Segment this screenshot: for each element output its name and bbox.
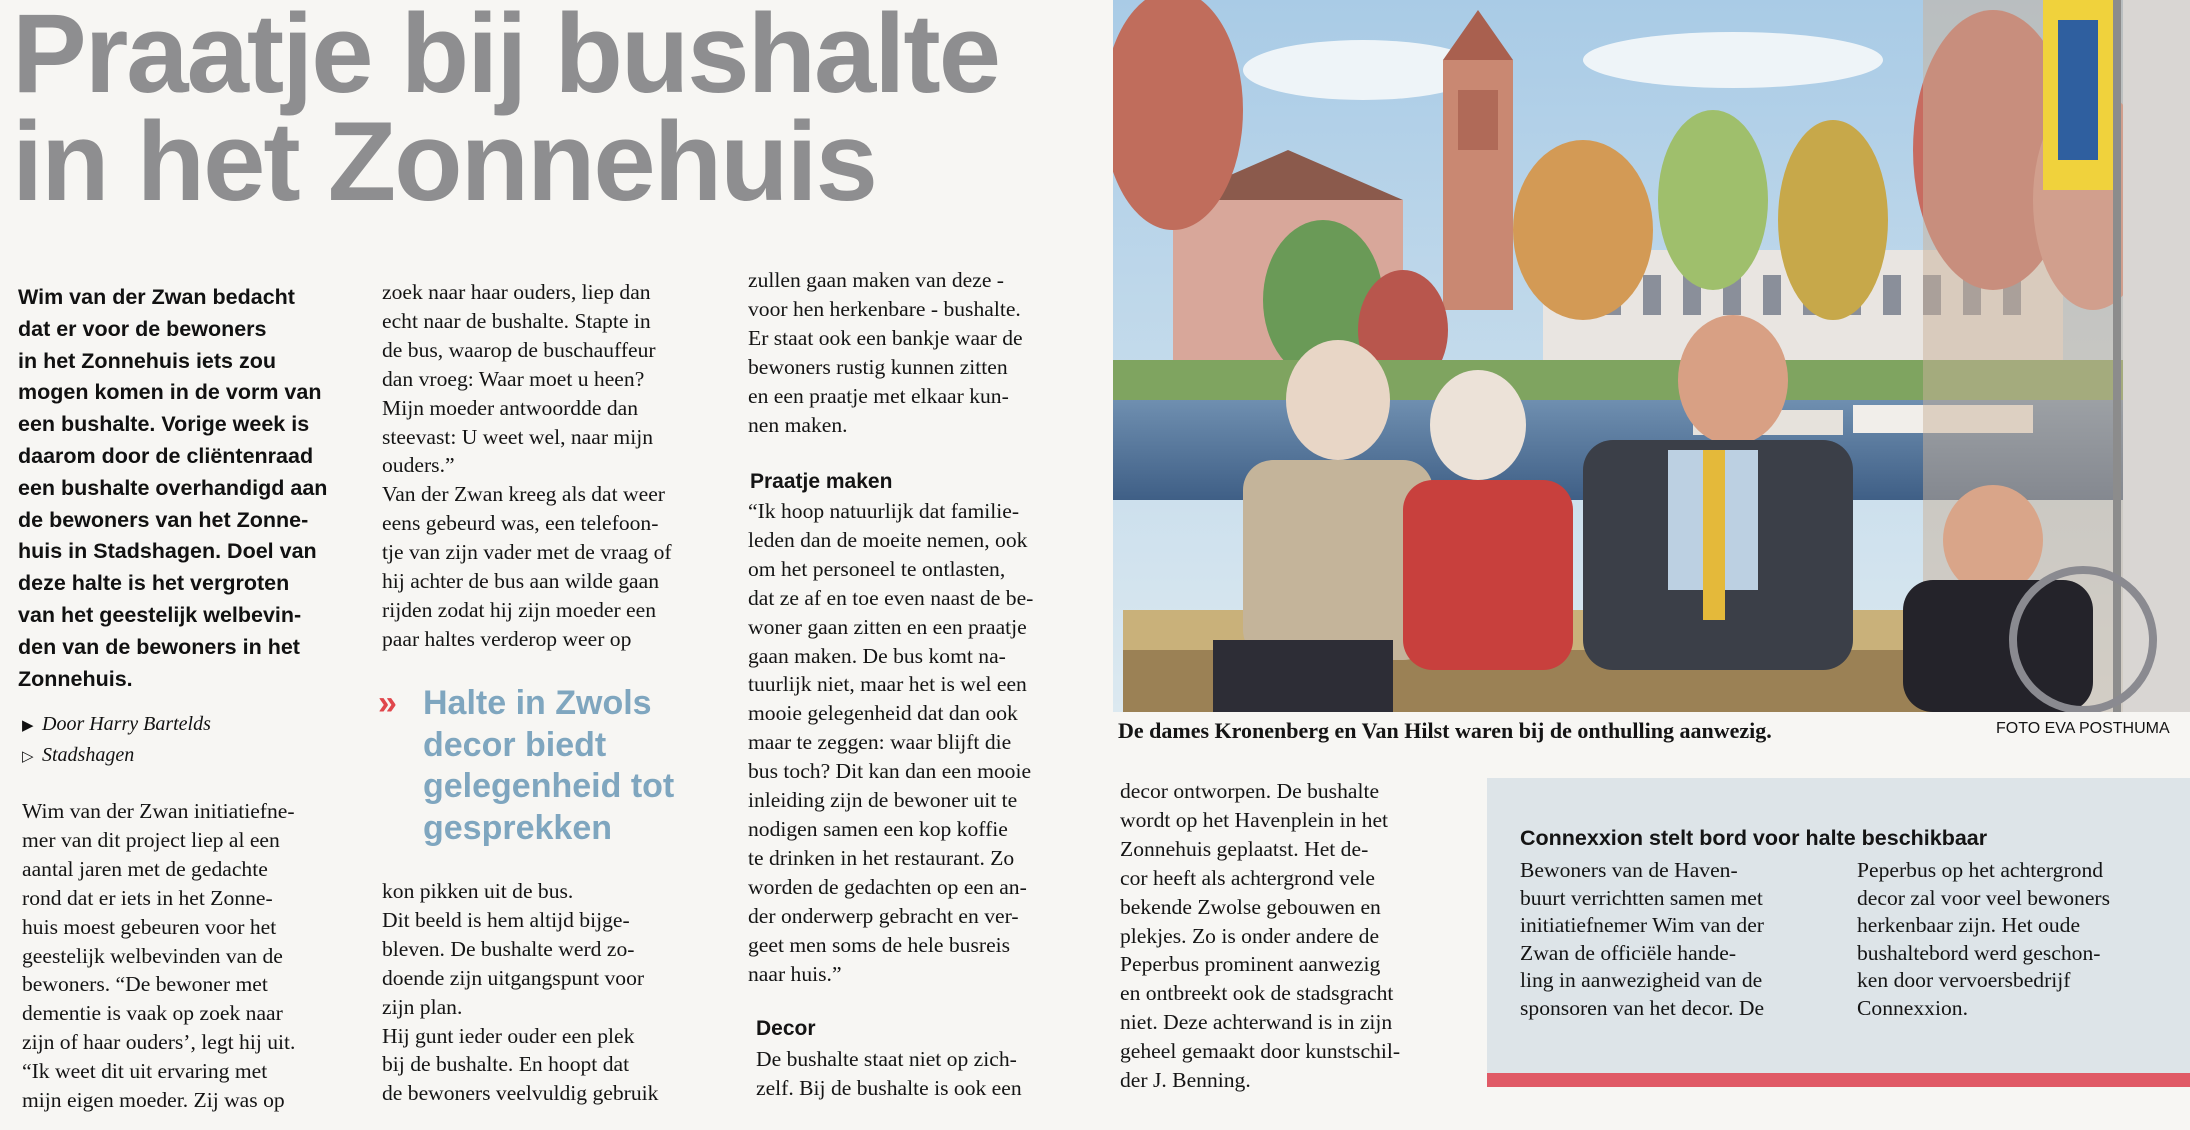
pull-quote-line: decor biedt bbox=[423, 725, 607, 764]
lead-line: den van de bewoners in het bbox=[18, 634, 300, 659]
text-line: eens gebeurd was, een telefoon- bbox=[382, 511, 659, 536]
lead-line: in het Zonnehuis iets zou bbox=[18, 348, 276, 373]
lead-line: daarom door de cliëntenraad bbox=[18, 443, 314, 468]
text-line: de bewoners veelvuldig gebruik bbox=[382, 1081, 659, 1106]
pull-quote-line: gesprekken bbox=[423, 808, 612, 847]
text-line: voor hen herkenbare - bushalte. bbox=[748, 296, 1021, 321]
text-line: kon pikken uit de bus. bbox=[382, 879, 574, 903]
subhead-praatje-maken: Praatje maken bbox=[750, 470, 893, 493]
text-line: tuurlijk niet, maar het is wel een bbox=[748, 672, 1027, 697]
text-line: decor ontworpen. De bushalte bbox=[1120, 779, 1380, 803]
lead-line: Zonnehuis. bbox=[18, 666, 133, 691]
byline-location: Stadshagen bbox=[42, 744, 135, 766]
text-line: ouders.” bbox=[382, 453, 455, 478]
chevron-icon: » bbox=[378, 684, 397, 722]
text-line: en ontbreekt ook de stadsgracht bbox=[1120, 981, 1394, 1006]
text-line: bewoners. “De bewoner met bbox=[22, 972, 268, 997]
text-line: sponsoren van het decor. De bbox=[1520, 995, 1765, 1020]
text-line: der J. Benning. bbox=[1120, 1068, 1251, 1093]
text-line: Mijn moeder antwoordde dan bbox=[382, 395, 639, 420]
lead-line: een bushalte overhandigd aan bbox=[18, 475, 328, 500]
text-line: bewoners rustig kunnen zitten bbox=[748, 354, 1008, 379]
text-line: bus toch? Dit kan dan een mooie bbox=[748, 759, 1032, 784]
text-line: Dit beeld is hem altijd bijge- bbox=[382, 907, 630, 932]
article-headline bbox=[12, 0, 1112, 224]
text-line: Peperbus prominent aanwezig bbox=[1120, 952, 1381, 977]
text-line: aantal jaren met de gedachte bbox=[22, 856, 268, 881]
info-box-column-1 bbox=[1520, 857, 1764, 1023]
text-line: geestelijk welbevinden van de bbox=[22, 943, 283, 968]
text-line: Wim van der Zwan initiatiefne- bbox=[22, 799, 295, 823]
text-line: niet. Deze achterwand is in zijn bbox=[1120, 1010, 1393, 1035]
headline-line-2: in het Zonnehuis bbox=[12, 99, 876, 224]
lead-line: een bushalte. Vorige week is bbox=[18, 412, 310, 437]
text-line: mooie gelegenheid dat dan ook bbox=[748, 701, 1018, 726]
text-line: Connexxion. bbox=[1857, 995, 1968, 1020]
text-line: dat ze af en toe even naast de be- bbox=[748, 585, 1034, 610]
column-2-bottom bbox=[382, 877, 658, 1108]
text-line: Hij gunt ieder ouder een plek bbox=[382, 1023, 635, 1048]
text-line: Van der Zwan kreeg als dat weer bbox=[382, 482, 665, 507]
filled-triangle-icon: ▶ bbox=[22, 718, 34, 734]
lead-line: huis in Stadshagen. Doel van bbox=[18, 539, 317, 564]
text-line: Zonnehuis geplaatst. Het de- bbox=[1120, 836, 1369, 861]
lead-line: mogen komen in de vorm van bbox=[18, 380, 322, 405]
photo-caption: De dames Kronenberg en Van Hilst waren bij de onthulling aanwezig. bbox=[1118, 718, 1772, 743]
text-line: geheel gemaakt door kunstschil- bbox=[1120, 1039, 1401, 1064]
text-line: echt naar de bushalte. Stapte in bbox=[382, 308, 651, 333]
text-line: wordt op het Havenplein in het bbox=[1120, 807, 1389, 832]
text-line: zoek naar haar ouders, liep dan bbox=[382, 280, 651, 304]
text-line: “Ik hoop natuurlijk dat familie- bbox=[748, 499, 1020, 523]
text-line: ling in aanwezigheid van de bbox=[1520, 968, 1763, 993]
text-line: woner gaan zitten en een praatje bbox=[748, 614, 1027, 639]
text-line: om het personeel te ontlasten, bbox=[748, 556, 1006, 581]
text-line: De bushalte staat niet op zich- bbox=[756, 1047, 1017, 1071]
text-line: en een praatje met elkaar kun- bbox=[748, 383, 1009, 408]
outline-triangle-icon: ▷ bbox=[22, 749, 34, 765]
text-line: doende zijn uitgangspunt voor bbox=[382, 965, 645, 990]
text-line: dementie is vaak op zoek naar bbox=[22, 1001, 283, 1026]
info-box-bottom-bar bbox=[1487, 1073, 2190, 1087]
article-photo bbox=[1113, 0, 2190, 712]
text-line: bekende Zwolse gebouwen en bbox=[1120, 894, 1381, 919]
text-line: naar huis.” bbox=[748, 961, 842, 986]
text-line: dan vroeg: Waar moet u heen? bbox=[382, 366, 645, 391]
text-line: maar te zeggen: waar blijft die bbox=[748, 730, 1012, 755]
text-line: Peperbus op het achtergrond bbox=[1857, 858, 2104, 882]
text-line: ken door vervoersbedrijf bbox=[1857, 968, 2071, 993]
text-line: tje van zijn vader met de vraag of bbox=[382, 540, 672, 565]
text-line: der onderwerp gebracht en ver- bbox=[748, 903, 1019, 928]
pull-quote-line: Halte in Zwols bbox=[423, 684, 652, 722]
text-line: nodigen samen een kop koffie bbox=[748, 816, 1008, 841]
text-line: steevast: U weet wel, naar mijn bbox=[382, 424, 654, 449]
text-line: Er staat ook een bankje waar de bbox=[748, 325, 1023, 350]
subhead-decor: Decor bbox=[756, 1017, 816, 1040]
lead-line: Wim van der Zwan bedacht bbox=[18, 285, 295, 309]
lead-line: van het geestelijk welbevin- bbox=[18, 602, 302, 627]
column-3-top bbox=[748, 266, 1023, 439]
text-line: plekjes. Zo is onder andere de bbox=[1120, 923, 1380, 948]
text-line: buurt verrichtten samen met bbox=[1520, 885, 1763, 910]
lead-line: de bewoners van het Zonne- bbox=[18, 507, 309, 532]
text-line: herkenbaar zijn. Het oude bbox=[1857, 913, 2081, 938]
byline-author: Door Harry Bartelds bbox=[42, 713, 211, 735]
text-line: paar haltes verderop weer op bbox=[382, 626, 632, 651]
text-line: rond dat er iets in het Zonne- bbox=[22, 885, 273, 910]
text-line: bleven. De bushalte werd zo- bbox=[382, 936, 635, 961]
text-line: Zwan de officiële hande- bbox=[1520, 940, 1737, 965]
text-line: initiatiefnemer Wim van der bbox=[1520, 913, 1764, 938]
text-line: mijn eigen moeder. Zij was op bbox=[22, 1088, 285, 1113]
text-line: decor zal voor veel bewoners bbox=[1857, 885, 2111, 910]
text-line: bushaltebord werd geschon- bbox=[1857, 940, 2101, 965]
column-2-top bbox=[382, 278, 672, 654]
text-line: bij de bushalte. En hoopt dat bbox=[382, 1052, 630, 1077]
text-line: huis moest gebeuren voor het bbox=[22, 914, 277, 939]
text-line: zullen gaan maken van deze - bbox=[748, 268, 1004, 292]
byline bbox=[22, 710, 211, 772]
text-line: te drinken in het restaurant. Zo bbox=[748, 845, 1015, 870]
info-box-title: Connexxion stelt bord voor halte beschikbaar bbox=[1520, 826, 1988, 850]
info-box-column-2 bbox=[1857, 857, 2110, 1023]
text-line: hij achter de bus aan wilde gaan bbox=[382, 569, 660, 594]
text-line: cor heeft als achtergrond vele bbox=[1120, 865, 1376, 890]
text-line: Bewoners van de Haven- bbox=[1520, 858, 1738, 882]
text-line: de bus, waarop de buschauffeur bbox=[382, 337, 656, 362]
text-line: rijden zodat hij zijn moeder een bbox=[382, 597, 657, 622]
text-line: gaan maken. De bus komt na- bbox=[748, 643, 1006, 668]
column-3-mid bbox=[748, 497, 1033, 988]
text-line: worden de gedachten op een an- bbox=[748, 874, 1027, 899]
text-line: nen maken. bbox=[748, 412, 848, 437]
text-line: mer van dit project liep al een bbox=[22, 827, 280, 852]
text-line: zijn of haar ouders’, legt hij uit. bbox=[22, 1030, 296, 1055]
column-3-bottom bbox=[756, 1045, 1022, 1103]
headline-line-1: Praatje bij bushalte bbox=[12, 0, 999, 116]
pull-quote-line: gelegenheid tot bbox=[423, 767, 675, 805]
lead-line: dat er voor de bewoners bbox=[18, 316, 267, 341]
text-line: zijn plan. bbox=[382, 994, 463, 1019]
column-4 bbox=[1120, 777, 1400, 1095]
lead-line: deze halte is het vergroten bbox=[18, 571, 290, 596]
photo-credit: FOTO EVA POSTHUMA bbox=[1996, 720, 2170, 737]
text-line: zelf. Bij de bushalte is ook een bbox=[756, 1075, 1022, 1100]
column-1 bbox=[22, 797, 295, 1115]
text-line: geet men soms de hele busreis bbox=[748, 932, 1011, 957]
text-line: inleiding zijn de bewoner uit te bbox=[748, 788, 1018, 813]
text-line: leden dan de moeite nemen, ook bbox=[748, 527, 1028, 552]
text-line: “Ik weet dit uit ervaring met bbox=[22, 1059, 268, 1084]
lead-paragraph bbox=[18, 282, 348, 695]
